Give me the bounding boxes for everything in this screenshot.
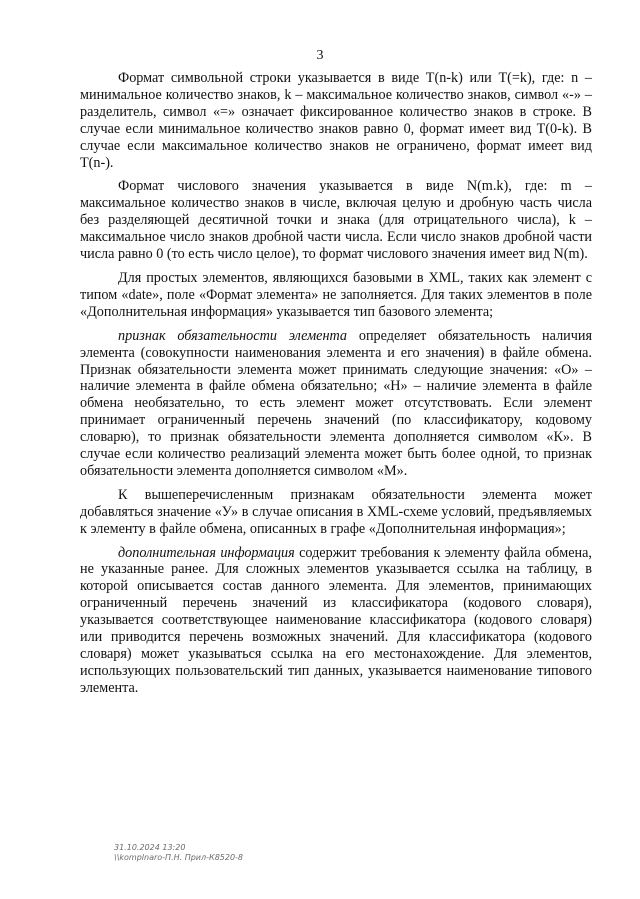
paragraph xyxy=(80,328,592,480)
document-body xyxy=(80,70,592,704)
footer-timestamp: 31.10.2024 13:20 xyxy=(114,843,186,852)
term-italic: признак обязательности элемента xyxy=(118,327,348,344)
term-italic: дополнительная информация xyxy=(118,544,295,561)
paragraph-text: определяет обязательность наличия элемента (совокупности наименования элемента и его значения) в файле обмена. Признак обязательности элемента может принимать следующие значения: «О» – наличие элемента в файле обмена обязательно; «Н» – наличие элемента в файле обмена необязательно, то есть элемент может отсутствовать. Если элемент принимает ограниченный перечень значений (по классификатору, кодовому словарю), то признак обязательности элемента дополняется символом «К». В случае если количество реализаций элемента может быть более одной, то признак обязательности элемента дополняется символом «М». xyxy=(80,327,592,479)
paragraph xyxy=(80,487,592,538)
page-number: 3 xyxy=(316,48,324,63)
footer-file-path: \\komplnaro-П.Н. Прил-К8520-8 xyxy=(114,853,244,862)
paragraph-text: Формат числового значения указывается в виде N(m.k), где: m – максимальное количество знаков в числе, включая целую и дробную часть числа без разделяющей десятичной точки и знака (для отрицательного числа), k – максимальное число знаков дробной части числа. Если число знаков дробной части числа равно 0 (то есть число целое), то формат числового значения имеет вид N(m). xyxy=(80,178,592,263)
paragraph-text: содержит требования к элементу файла обмена, не указанные ранее. Для сложных элементов указывается ссылка на таблицу, в которой описывается состав данного элемента. Для элементов, принимающих ограниченный перечень значений из классификатора (кодового словаря), указывается соответствующее наименование классификатора (кодового словаря) или приводится перечень возможных значений. Для классификатора (кодового словаря) может указываться ссылка на его местонахождение. Для элементов, использующих пользовательский тип данных, указывается наименование типового элемента. xyxy=(80,544,592,696)
paragraph-text: Формат символьной строки указывается в виде Т(n-k) или Т(=k), где: n – минимальное количество знаков, k – максимальное количество знаков, символ «-» – разделитель, символ «=» означает фиксированное количество знаков в строке. В случае если минимальное количество знаков равно 0, формат имеет вид Т(0-k). В случае если максимальное количество знаков не ограничено, формат имеет вид Т(n-). xyxy=(80,70,592,171)
paragraph xyxy=(80,70,592,171)
paragraph xyxy=(80,545,592,697)
paragraph-text: Для простых элементов, являющихся базовыми в XML, таких как элемент с типом «date», поле «Формат элемента» не заполняется. Для таких элементов в поле «Дополнительная информация» указывается тип базового элемента; xyxy=(80,269,592,320)
paragraph xyxy=(80,270,592,321)
document-footer xyxy=(114,843,243,863)
paragraph xyxy=(80,178,592,263)
paragraph-text: К вышеперечисленным признакам обязательности элемента может добавляться значение «У» в случае описания в XML-схеме условий, предъявляемых к элементу в файле обмена, описанных в графе «Дополнительная информация»; xyxy=(80,486,592,537)
